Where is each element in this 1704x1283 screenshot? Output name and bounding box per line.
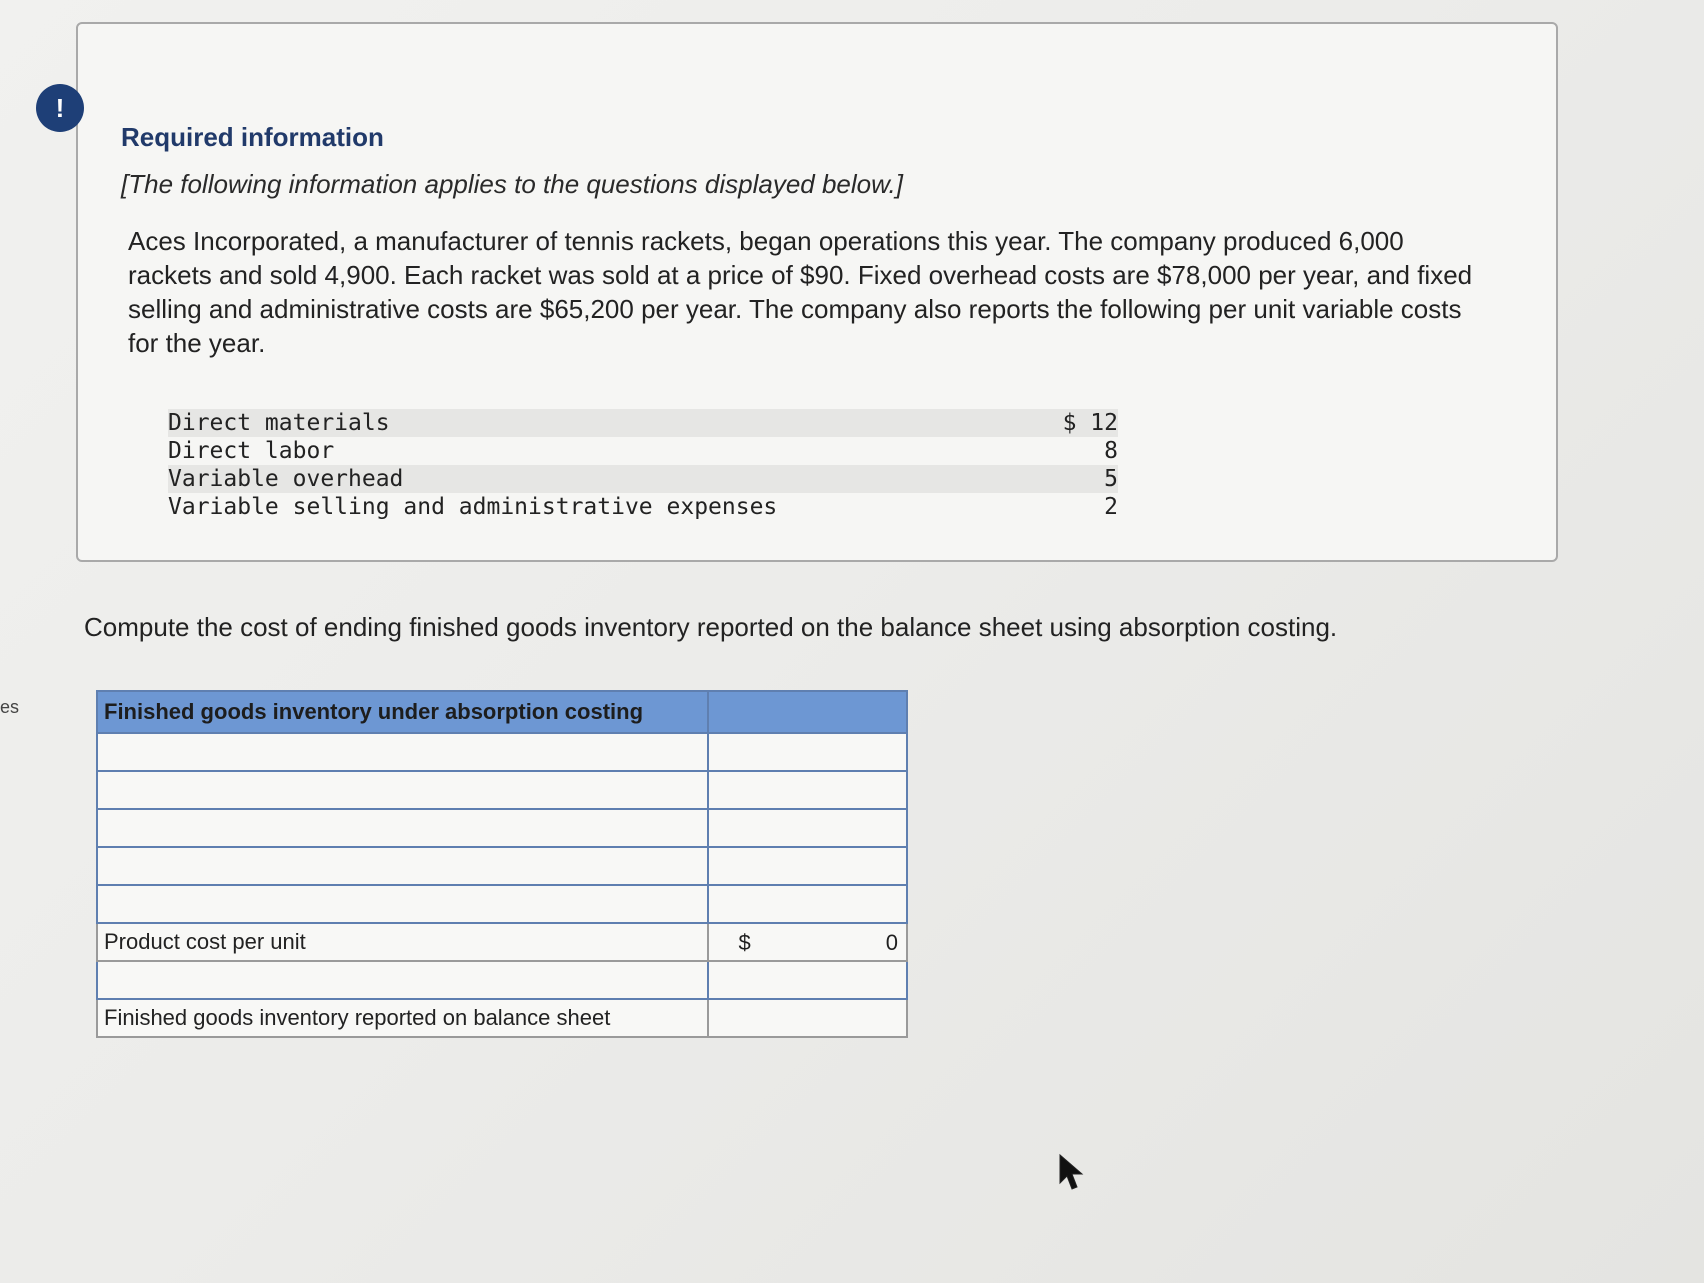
cost-label: Variable overhead: [168, 466, 404, 492]
cost-value: 2: [1104, 494, 1118, 520]
final-inventory-value-cell[interactable]: [708, 999, 907, 1037]
units-component-input[interactable]: [104, 961, 705, 999]
absorption-costing-table: [96, 690, 908, 1038]
cost-amount-cell[interactable]: [708, 885, 907, 923]
mouse-pointer-icon: [1058, 1153, 1088, 1193]
cost-label: Variable selling and administrative expenses: [168, 494, 778, 520]
cost-row-variable-selling-admin: [168, 493, 1118, 521]
alert-icon: !: [36, 84, 84, 132]
question-prompt: Compute the cost of ending finished goods inventory reported on the balance sheet using absorption costing.: [84, 612, 1338, 642]
scenario-text: Aces Incorporated, a manufacturer of tennis rackets, began operations this year. The company produced 6,000 rackets and sold 4,900. Each racket was sold at a price of $90. Fixed overhead costs are $78,000 per year, and fixed selling and administrative costs are $65,200 per year. The company also reports the following per unit variable costs for the year.: [128, 226, 1473, 358]
cost-row-direct-labor: [168, 437, 1118, 465]
table-row: [97, 771, 907, 809]
units-amount-cell[interactable]: [708, 961, 907, 999]
cost-label: Direct materials: [168, 410, 390, 436]
cost-amount-input[interactable]: [715, 809, 904, 847]
cost-component-select[interactable]: [97, 771, 708, 809]
cost-component-input[interactable]: [104, 885, 705, 923]
cost-value: 5: [1104, 466, 1118, 492]
cost-amount-cell[interactable]: [708, 733, 907, 771]
cost-component-input[interactable]: [104, 771, 705, 809]
cost-row-variable-overhead: [168, 465, 1118, 493]
side-fragment-text: es: [0, 697, 20, 717]
final-inventory-label: Finished goods inventory reported on balance sheet: [97, 999, 708, 1037]
cost-component-input[interactable]: [104, 809, 705, 847]
final-inventory-input[interactable]: [715, 999, 904, 1037]
product-cost-label: Product cost per unit: [97, 923, 708, 961]
cost-amount-cell[interactable]: [708, 771, 907, 809]
cost-component-input[interactable]: [104, 733, 705, 771]
units-component-select[interactable]: [97, 961, 708, 999]
units-amount-input[interactable]: [715, 961, 904, 999]
cost-amount-input[interactable]: [715, 885, 904, 923]
table-header-value: [708, 691, 907, 733]
cost-component-input[interactable]: [104, 847, 705, 885]
cost-amount-input[interactable]: [715, 771, 904, 809]
required-info-panel: [55, 22, 1558, 562]
cost-row-direct-materials: [168, 409, 1118, 437]
product-cost-row: [97, 923, 907, 961]
table-row: [97, 733, 907, 771]
cost-component-select[interactable]: [97, 885, 708, 923]
cost-amount-cell[interactable]: [708, 809, 907, 847]
cost-amount-input[interactable]: [715, 847, 904, 885]
table-row: [97, 847, 907, 885]
table-header: Finished goods inventory under absorption costing: [97, 691, 708, 733]
required-info-title: Required information: [121, 122, 384, 152]
cost-amount-input[interactable]: [715, 733, 904, 771]
cost-label: Direct labor: [168, 438, 335, 464]
cost-component-select[interactable]: [97, 847, 708, 885]
currency-symbol: $: [738, 930, 751, 955]
product-cost-value-cell: [708, 923, 907, 961]
variable-cost-list: [168, 409, 1118, 521]
cost-amount-cell[interactable]: [708, 847, 907, 885]
table-row: [97, 885, 907, 923]
product-cost-value: 0: [885, 930, 898, 955]
final-inventory-row: [97, 999, 907, 1037]
required-info-subtitle: [The following information applies to the questions displayed below.]: [121, 169, 903, 199]
table-header-row: [97, 691, 907, 733]
cost-value: $ 12: [1062, 410, 1118, 436]
table-row: [97, 809, 907, 847]
cost-component-select[interactable]: [97, 809, 708, 847]
cost-value: 8: [1104, 438, 1118, 464]
table-row: [97, 961, 907, 999]
cost-component-select[interactable]: [97, 733, 708, 771]
